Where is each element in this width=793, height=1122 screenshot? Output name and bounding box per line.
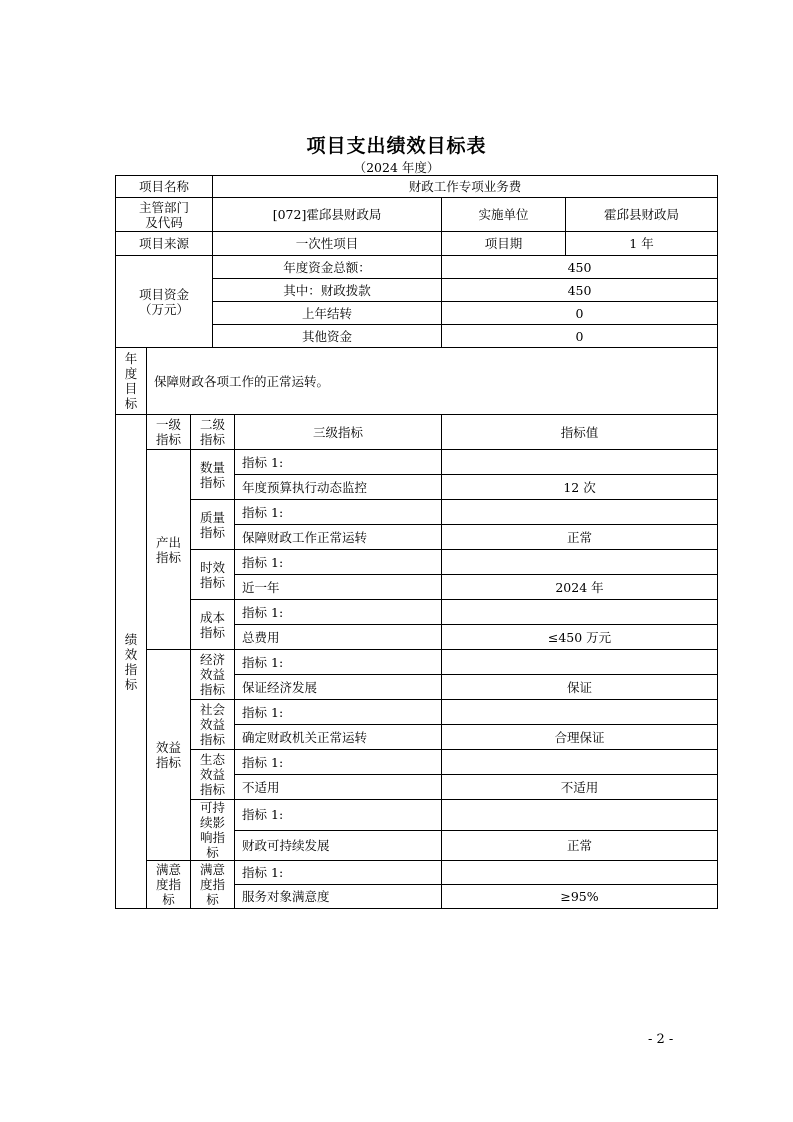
level2-line: 可持 xyxy=(200,800,226,815)
performance-label-char: 绩 xyxy=(124,631,138,647)
page-title: 项目支出绩效目标表 xyxy=(306,135,487,157)
indicator-item: 不适用 xyxy=(235,775,442,800)
performance-indicator-label xyxy=(116,415,147,909)
funds-item-value: 0 xyxy=(442,325,718,348)
level3-header: 三级指标 xyxy=(235,415,442,450)
level2-line: 成本 xyxy=(200,609,226,625)
output-indicator-label xyxy=(147,450,191,650)
annual-goal-row xyxy=(116,348,718,415)
level2-cell-timeliness xyxy=(191,550,235,600)
indicator-item: 确定财政机关正常运转 xyxy=(235,725,442,750)
indicator-value-empty xyxy=(442,450,718,475)
performance-label-char: 指 xyxy=(124,661,138,677)
indicator-value-empty xyxy=(442,550,718,575)
performance-label-char: 标 xyxy=(124,676,138,692)
funds-item-label: 其中：财政拨款 xyxy=(213,279,442,302)
indicator-item: 年度预算执行动态监控 xyxy=(235,475,442,500)
level2-line: 时效 xyxy=(200,559,226,575)
indicator-item: 服务对象满意度 xyxy=(235,885,442,909)
level2-line: 指标 xyxy=(200,682,226,697)
project-name-value: 财政工作专项业务费 xyxy=(213,176,718,198)
level2-cell-sustainable xyxy=(191,800,235,861)
output-label-line: 产出 xyxy=(155,534,181,550)
indicator-value-empty xyxy=(442,861,718,885)
department-label-line1: 主管部门 xyxy=(139,199,190,215)
indicator-value: 2024 年 xyxy=(442,575,718,600)
indicator-item: 近一年 xyxy=(235,575,442,600)
department-row xyxy=(116,198,718,232)
indicator-value: 正常 xyxy=(442,525,718,550)
source-value: 一次性项目 xyxy=(213,232,442,256)
funds-label-line1: 项目资金 xyxy=(139,286,190,302)
indicator-placeholder: 指标 1: xyxy=(235,800,442,831)
project-name-label: 项目名称 xyxy=(116,176,213,198)
level2-cell-quality xyxy=(191,500,235,550)
indicator-item: 财政可持续发展 xyxy=(235,830,442,861)
indicator-value: 12 次 xyxy=(442,475,718,500)
indicator-value-empty xyxy=(442,700,718,725)
level2-cell-social xyxy=(191,700,235,750)
funds-label-line2: （万元） xyxy=(139,301,190,317)
annual-goal-label-char: 年 xyxy=(124,351,138,366)
level2-line: 指标 xyxy=(200,782,226,797)
level2-line: 质量 xyxy=(200,509,226,525)
level2-cell-ecological xyxy=(191,750,235,800)
indicator-row xyxy=(116,500,718,525)
impl-unit-value: 霍邱县财政局 xyxy=(566,198,718,232)
level2-cell-satisfaction xyxy=(191,861,235,909)
level1-header xyxy=(147,415,191,450)
funds-item-label: 上年结转 xyxy=(213,302,442,325)
annual-goal-label-char: 度 xyxy=(124,366,138,381)
level2-line: 标 xyxy=(206,845,219,860)
indicator-placeholder: 指标 1: xyxy=(235,600,442,625)
level1-header-line: 指标 xyxy=(155,432,181,447)
indicator-row xyxy=(116,861,718,885)
project-name-row xyxy=(116,176,718,198)
impl-unit-label: 实施单位 xyxy=(442,198,566,232)
indicator-value-empty xyxy=(442,500,718,525)
performance-label-char: 效 xyxy=(124,646,138,662)
indicator-row xyxy=(116,700,718,725)
funds-row xyxy=(116,256,718,279)
source-label: 项目来源 xyxy=(116,232,213,256)
annual-goal-label-char: 目 xyxy=(124,381,138,396)
output-label-line: 指标 xyxy=(155,549,181,565)
indicator-placeholder: 指标 1: xyxy=(235,750,442,775)
department-label xyxy=(116,198,213,232)
indicator-item: 保证经济发展 xyxy=(235,675,442,700)
level1-header-line: 一级 xyxy=(155,417,181,432)
indicator-placeholder: 指标 1: xyxy=(235,700,442,725)
indicator-placeholder: 指标 1: xyxy=(235,650,442,675)
indicator-value: 合理保证 xyxy=(442,725,718,750)
indicator-value-empty xyxy=(442,800,718,831)
satisfaction-label-line: 度指 xyxy=(155,877,181,892)
indicator-row xyxy=(116,800,718,831)
level2-line: 效益 xyxy=(200,767,226,782)
level2-line: 续影 xyxy=(200,815,226,830)
period-value: 1 年 xyxy=(566,232,718,256)
level2-line: 响指 xyxy=(200,830,226,845)
annual-goal-text: 保障财政各项工作的正常运转。 xyxy=(147,348,718,415)
level2-line: 度指 xyxy=(200,877,226,892)
satisfaction-label-line: 标 xyxy=(162,892,175,907)
page-number: - 2 - xyxy=(648,1032,674,1047)
funds-label xyxy=(116,256,213,348)
indicator-value: ≥95% xyxy=(442,885,718,909)
performance-target-table xyxy=(115,175,718,909)
level2-cell-quantity xyxy=(191,450,235,500)
level2-line: 满意 xyxy=(200,862,226,877)
indicator-placeholder: 指标 1: xyxy=(235,450,442,475)
level2-line: 经济 xyxy=(200,652,226,667)
level2-line: 指标 xyxy=(200,624,226,640)
level2-line: 效益 xyxy=(200,667,226,682)
level2-cell-economic xyxy=(191,650,235,700)
satisfaction-indicator-label xyxy=(147,861,191,909)
indicator-item: 总费用 xyxy=(235,625,442,650)
level2-line: 指标 xyxy=(200,474,226,490)
indicator-row xyxy=(116,550,718,575)
indicator-row xyxy=(116,600,718,625)
satisfaction-label-line: 满意 xyxy=(155,862,181,877)
indicator-placeholder: 指标 1: xyxy=(235,550,442,575)
period-label: 项目期 xyxy=(442,232,566,256)
benefit-indicator-label xyxy=(147,650,191,861)
level2-line: 社会 xyxy=(200,702,226,717)
funds-item-label: 其他资金 xyxy=(213,325,442,348)
indicator-value-empty xyxy=(442,600,718,625)
indicator-value: 不适用 xyxy=(442,775,718,800)
level2-line: 生态 xyxy=(200,752,226,767)
level2-line: 指标 xyxy=(200,524,226,540)
department-label-line2: 及代码 xyxy=(145,214,183,230)
level2-header-line: 指标 xyxy=(200,432,226,447)
indicator-value-header: 指标值 xyxy=(442,415,718,450)
indicator-value: ≤450 万元 xyxy=(442,625,718,650)
page-subtitle: （2024 年度） xyxy=(353,160,440,175)
level2-line: 指标 xyxy=(200,574,226,590)
funds-item-value: 450 xyxy=(442,279,718,302)
indicator-header-row xyxy=(116,415,718,450)
indicator-row xyxy=(116,650,718,675)
annual-goal-label xyxy=(116,348,147,415)
funds-item-value: 450 xyxy=(442,256,718,279)
indicator-value: 正常 xyxy=(442,830,718,861)
indicator-placeholder: 指标 1: xyxy=(235,500,442,525)
level2-line: 效益 xyxy=(200,717,226,732)
level2-line: 指标 xyxy=(200,732,226,747)
indicator-value-empty xyxy=(442,650,718,675)
indicator-value: 保证 xyxy=(442,675,718,700)
indicator-row xyxy=(116,450,718,475)
annual-goal-label-char: 标 xyxy=(124,396,138,411)
funds-item-value: 0 xyxy=(442,302,718,325)
level2-header-line: 二级 xyxy=(200,417,226,432)
level2-cell-cost xyxy=(191,600,235,650)
source-row xyxy=(116,232,718,256)
level2-line: 标 xyxy=(206,892,219,907)
level2-header xyxy=(191,415,235,450)
department-value: [072]霍邱县财政局 xyxy=(213,198,442,232)
level2-line: 数量 xyxy=(200,459,226,475)
indicator-placeholder: 指标 1: xyxy=(235,861,442,885)
benefit-label-line: 指标 xyxy=(155,755,181,770)
indicator-item: 保障财政工作正常运转 xyxy=(235,525,442,550)
benefit-label-line: 效益 xyxy=(155,740,181,755)
indicator-value-empty xyxy=(442,750,718,775)
funds-item-label: 年度资金总额： xyxy=(213,256,442,279)
indicator-row xyxy=(116,750,718,775)
